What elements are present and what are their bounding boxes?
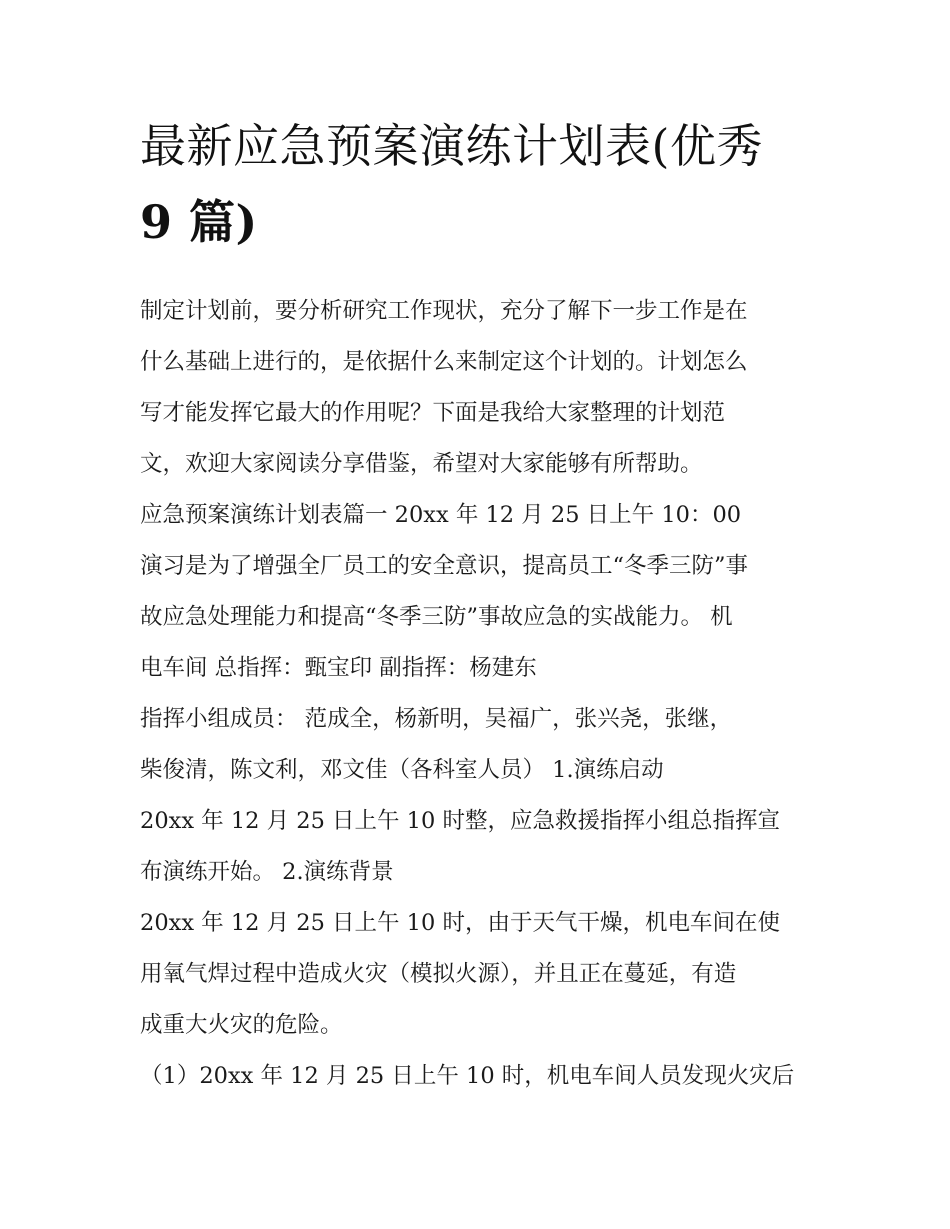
body-line: 制定计划前，要分析研究工作现状，充分了解下一步工作是在 — [140, 298, 748, 324]
body-line: 演习是为了增强全厂员工的安全意识，提高员工“冬季三防”事 — [140, 553, 749, 579]
body-line: 布演练开始。 2.演练背景 — [140, 859, 394, 885]
body-line: 电车间 总指挥：甄宝印 副指挥：杨建东 — [140, 655, 537, 681]
body-line: （1）20xx 年 12 月 25 日上午 10 时，机电车间人员发现火灾后 — [140, 1063, 795, 1089]
document-title — [140, 108, 820, 260]
body-line: 指挥小组成员： 范成全，杨新明，吴福广，张兴尧，张继， — [140, 706, 733, 732]
body-line: 20xx 年 12 月 25 日上午 10 时，由于天气干燥，机电车间在使 — [140, 910, 780, 936]
document-content — [140, 108, 820, 1102]
body-line: 文，欢迎大家阅读分享借鉴，希望对大家能够有所帮助。 — [140, 451, 703, 477]
body-line: 故应急处理能力和提高“冬季三防”事故应急的实战能力。 机 — [140, 604, 733, 630]
body-line: 用氧气焊过程中造成火灾（模拟火源），并且正在蔓延，有造 — [140, 961, 737, 987]
body-line: 写才能发挥它最大的作用呢？下面是我给大家整理的计划范 — [140, 400, 726, 426]
title-line-2: 9 篇) — [140, 195, 258, 249]
body-line: 20xx 年 12 月 25 日上午 10 时整，应急救援指挥小组总指挥宣 — [140, 808, 780, 834]
body-line: 柴俊清，陈文利，邓文佳（各科室人员） 1.演练启动 — [140, 757, 664, 783]
document-body — [140, 286, 820, 1102]
body-line: 成重大火灾的危险。 — [140, 1012, 343, 1038]
title-line-1: 最新应急预案演练计划表(优秀 — [140, 119, 763, 173]
body-line: 应急预案演练计划表篇一 20xx 年 12 月 25 日上午 10：00 — [140, 502, 742, 528]
body-line: 什么基础上进行的，是依据什么来制定这个计划的。计划怎么 — [140, 349, 748, 375]
